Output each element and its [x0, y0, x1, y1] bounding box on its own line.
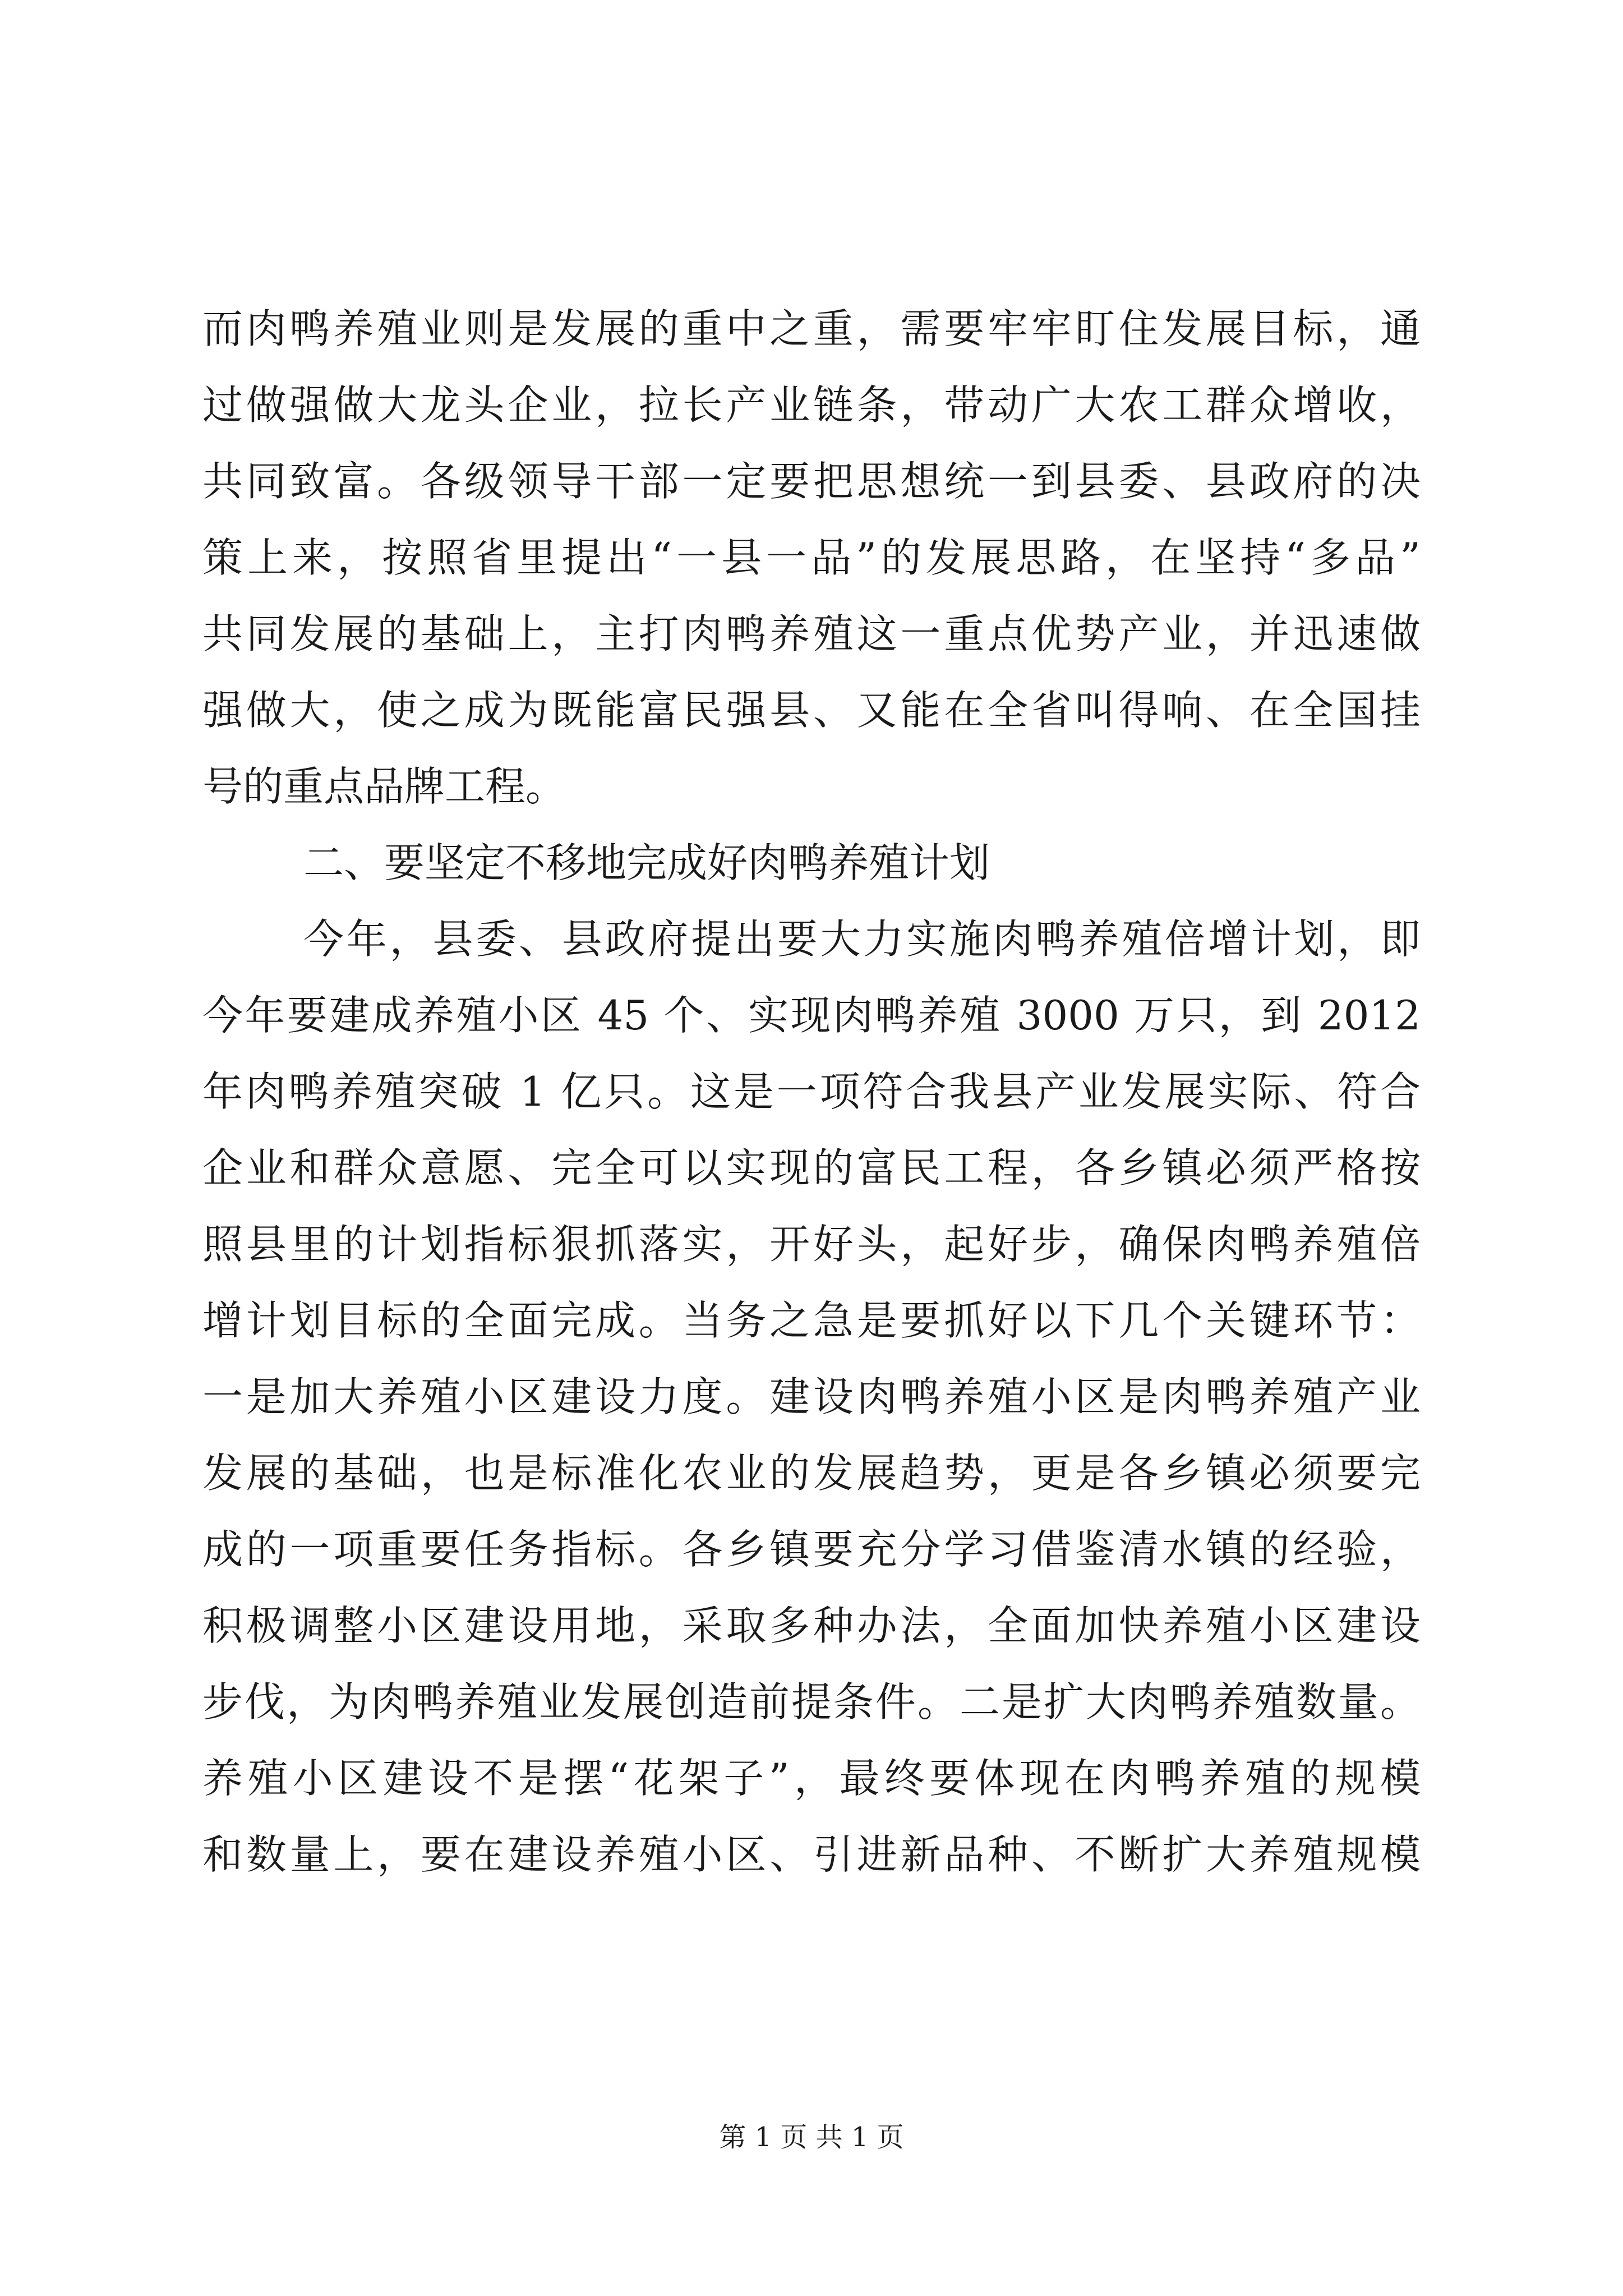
text-line: 一是加大养殖小区建设力度。建设肉鸭养殖小区是肉鸭养殖产业 — [202, 1373, 1421, 1420]
text-line: 步伐，为肉鸭养殖业发展创造前提条件。二是扩大肉鸭养殖数量。 — [202, 1678, 1421, 1726]
text-line: 和数量上，要在建设养殖小区、引进新品种、不断扩大养殖规模 — [202, 1831, 1421, 1878]
text-line: 增计划目标的全面完成。当务之急是要抓好以下几个关键环节： — [202, 1297, 1421, 1344]
body-text — [202, 291, 1421, 1893]
text-line: 年肉鸭养殖突破 1 亿只。这是一项符合我县产业发展实际、符合 — [202, 1068, 1421, 1115]
section-heading: 二、要坚定不移地完成好肉鸭养殖计划 — [303, 839, 990, 886]
text-line: 养殖小区建设不是摆“花架子”，最终要体现在肉鸭养殖的规模 — [202, 1755, 1421, 1802]
text-line: 成的一项重要任务指标。各乡镇要充分学习借鉴清水镇的经验， — [202, 1526, 1421, 1573]
text-line: 今年要建成养殖小区 45 个、实现肉鸭养殖 3000 万只，到 2012 — [202, 992, 1421, 1039]
text-line: 强做大，使之成为既能富民强县、又能在全省叫得响、在全国挂 — [202, 687, 1421, 734]
page-number: 第 1 页 共 1 页 — [719, 2122, 904, 2153]
text-line: 共同发展的基础上，主打肉鸭养殖这一重点优势产业，并迅速做 — [202, 610, 1421, 657]
text-line: 共同致富。各级领导干部一定要把思想统一到县委、县政府的决 — [202, 458, 1421, 505]
text-line: 今年，县委、县政府提出要大力实施肉鸭养殖倍增计划，即 — [303, 915, 1421, 963]
text-line: 而肉鸭养殖业则是发展的重中之重，需要牢牢盯住发展目标，通 — [202, 305, 1421, 352]
text-line: 照县里的计划指标狠抓落实，开好头，起好步，确保肉鸭养殖倍 — [202, 1221, 1421, 1268]
text-line: 过做强做大龙头企业，拉长产业链条，带动广大农工群众增收， — [202, 381, 1421, 429]
text-line: 企业和群众意愿、完全可以实现的富民工程，各乡镇必须严格按 — [202, 1144, 1421, 1191]
text-line: 策上来，按照省里提出“一县一品”的发展思路，在坚持“多品” — [202, 534, 1421, 581]
text-line: 积极调整小区建设用地，采取多种办法，全面加快养殖小区建设 — [202, 1602, 1421, 1649]
text-line: 号的重点品牌工程。 — [202, 763, 566, 810]
text-line: 发展的基础，也是标准化农业的发展趋势，更是各乡镇必须要完 — [202, 1450, 1421, 1497]
